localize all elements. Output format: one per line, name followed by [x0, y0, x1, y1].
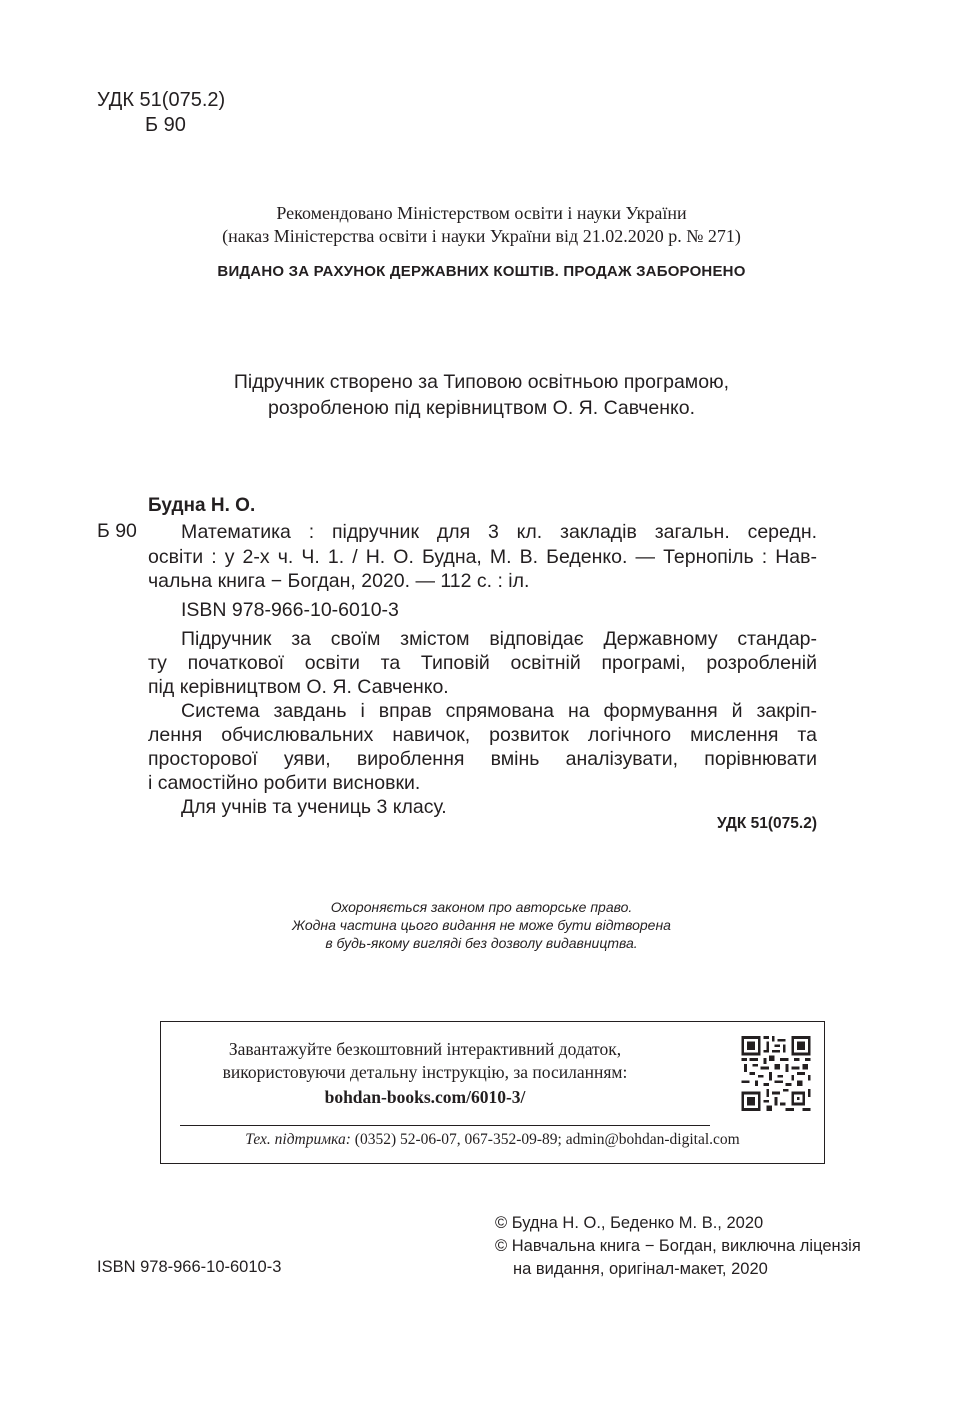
bbk-code: Б 90	[145, 114, 186, 136]
recommendation-line-2: (наказ Міністерства освіти і науки України від 21.02.2020 р. № 271)	[222, 226, 741, 246]
copyright-notice-line-1: Охороняється законом про авторське право.	[330, 899, 633, 915]
qr-code-icon[interactable]	[741, 1036, 811, 1111]
annotation-2-line-2: лення обчислювальних навичок, розвиток логічного мислення та	[148, 724, 817, 746]
app-box-divider	[180, 1125, 710, 1126]
app-download-link[interactable]: bohdan-books.com/6010-3/	[324, 1087, 526, 1107]
state-funded-notice: ВИДАНО ЗА РАХУНОК ДЕРЖАВНИХ КОШТІВ. ПРОДАЖ ЗАБОРОНЕНО	[217, 263, 746, 280]
catalog-desc-line-2: освіти : у 2-х ч. Ч. 1. / Н. О. Будна, М. В. Беденко. — Тернопіль : Нав-	[148, 546, 817, 568]
catalog-desc-line-3: чальна книга − Богдан, 2020. — 112 с. : іл.	[148, 570, 530, 592]
annotation-1-line-2: ту початкової освіти та Типовій освітній програмі, розробленій	[148, 652, 817, 674]
annotation-2-line-1: Система завдань і вправ спрямована на формування й закріп-	[181, 700, 817, 722]
tech-support-label: Тех. підтримка:	[245, 1131, 351, 1148]
copyright-notice-line-2: Жодна частина цього видання не може бути відтворена	[292, 917, 671, 933]
tech-support	[160, 1131, 825, 1149]
app-box-line-1: Завантажуйте безкоштовний інтерактивний додаток,	[228, 1039, 622, 1059]
annotation-1-line-1: Підручник за своїм змістом відповідає Державному стандар-	[181, 628, 817, 650]
annotation-2-line-3: просторової уяви, вироблення вмінь аналізувати, порівнювати	[148, 748, 817, 770]
catalog-desc-line-1: Математика : підручник для 3 кл. закладів загальн. середн.	[181, 521, 817, 543]
catalog-isbn: ISBN 978-966-10-6010-3	[181, 599, 399, 621]
copyright-publisher-line-2: на видання, оригінал-макет, 2020	[513, 1260, 768, 1278]
copyright-notice-line-3: в будь-якому вигляді без дозволу видавництва.	[325, 935, 638, 951]
program-note-line-1: Підручник створено за Типовою освітньою програмою,	[233, 371, 730, 393]
audience-note: Для учнів та учениць 3 класу.	[181, 796, 447, 818]
copyright-publisher-line-1: © Навчальна книга − Богдан, виключна ліцензія	[495, 1237, 861, 1255]
copyright-authors: © Будна Н. О., Беденко М. В., 2020	[495, 1214, 764, 1232]
tech-support-contacts: (0352) 52-06-07, 067-352-09-89; admin@bohdan-digital.com	[354, 1131, 740, 1148]
annotation-1-line-3: під керівництвом О. Я. Савченко.	[148, 676, 449, 698]
isbn-bottom: ISBN 978-966-10-6010-3	[97, 1258, 282, 1276]
app-box-line-2: використовуючи детальну інструкцію, за посиланням:	[222, 1062, 628, 1082]
catalog-author: Будна Н. О.	[148, 495, 256, 516]
annotation-2-line-4: і самостійно робити висновки.	[148, 772, 421, 794]
udk-code: УДК 51(075.2)	[97, 89, 226, 111]
catalog-udk: УДК 51(075.2)	[716, 815, 817, 832]
catalog-code: Б 90	[97, 520, 137, 542]
recommendation-line-1: Рекомендовано Міністерством освіти і науки України	[276, 203, 687, 223]
program-note-line-2: розробленою під керівництвом О. Я. Савченко.	[267, 397, 695, 419]
